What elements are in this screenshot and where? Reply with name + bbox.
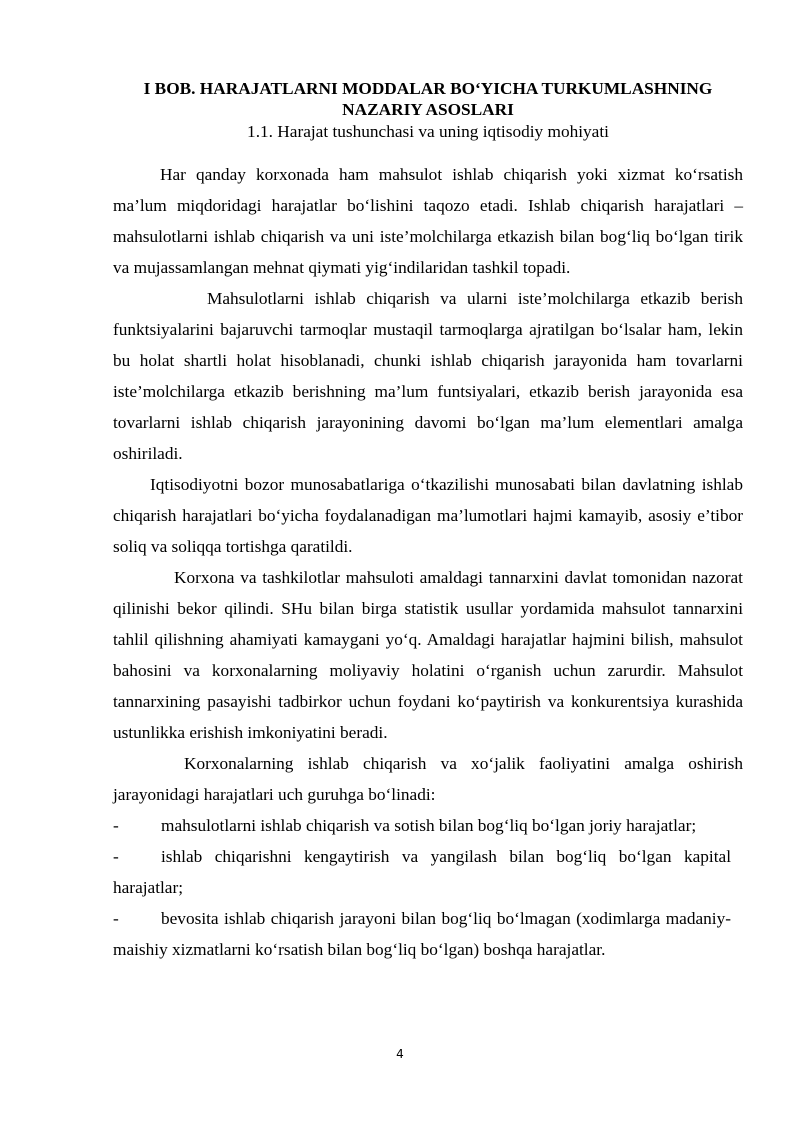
list-marker: - (113, 847, 119, 866)
paragraph: Har qanday korxonada ham mahsulot ishlab chiqarish yoki xizmat ko‘rsatish ma’lum miqdoridagi harajatlar bo‘lishini taqozo etadi. Ishlab chiqarish harajatlari – mahsulotlarni ishlab chiqarish va uni iste’molchilarga etkazish bilan bog‘liq bo‘lgan tirik va mujassamlangan mehnat qiymati yig‘indilaridan tashkil topadi. (113, 165, 743, 277)
list-marker: - (113, 909, 119, 928)
paragraph: Iqtisodiyotni bozor munosabatlariga o‘tkazilishi munosabati bilan davlatning ishlab chiqarish harajatlari bo‘yicha foydalanadigan ma’lumotlari hajmi kamayib, asosiy e’tibor soliq va soliqqa tortishga qaratildi. (113, 475, 743, 556)
page-number: 4 (396, 1047, 404, 1061)
section-title: 1.1. Harajat tushunchasi va uning iqtisodiy mohiyati (247, 122, 609, 141)
paragraph: Mahsulotlarni ishlab chiqarish va ularni iste’molchilarga etkazib berish funktsiyalarini bajaruvchi tarmoqlar mustaqil tarmoqlarga ajratilgan bo‘lsalar ham, lekin bu holat shartli holat hisoblanadi, chunki ishlab chiqarish jarayonida ham tovarlarni iste’molchilarga etkazib berishning ma’lum funtsiyalari, etkazib berish jarayonida esa tovarlarni ishlab chiqarish jarayonining davomi bo‘lgan ma’lum elementlari amalga oshiriladi. (113, 289, 743, 463)
document-page (113, 72, 743, 965)
list-item-text: ishlab chiqarishni kengaytirish va yangilash bilan bog‘liq bo‘lgan kapital harajatlar; (113, 847, 731, 897)
chapter-title: I BOB. HARAJATLARNI MODDALAR BO‘YICHA TURKUMLASHNING NAZARIY ASOSLARI (143, 79, 713, 119)
list-item (113, 810, 731, 841)
list-marker: - (113, 816, 119, 835)
paragraph: Korxonalarning ishlab chiqarish va xo‘jalik faoliyatini amalga oshirish jarayonidagi harajatlari uch guruhga bo‘linadi: (113, 754, 743, 804)
list-item-text: mahsulotlarni ishlab chiqarish va sotish bilan bog‘liq bo‘lgan joriy harajatlar; (161, 816, 697, 835)
list-item (113, 903, 731, 965)
list-item-text: bevosita ishlab chiqarish jarayoni bilan bog‘liq bo‘lmagan (xodimlarga madaniy-maishiy xizmatlarni ko‘rsatish bilan bog‘liq bo‘lgan) boshqa harajatlar. (113, 909, 731, 959)
list-item (113, 841, 731, 903)
paragraph: Korxona va tashkilotlar mahsuloti amaldagi tannarxini davlat tomonidan nazorat qilinishi bekor qilindi. SHu bilan birga statistik usullar yordamida mahsulot tannarxini tahlil qilishning ahamiyati kamaygani yo‘q. Amaldagi harajatlar hajmini bilish, mahsulot bahosini va korxonalarning moliyaviy holatini o‘rganish uchun zarurdir. Mahsulot tannarxining pasayishi tadbirkor uchun foydani ko‘paytirish va konkurentsiya kurashida ustunlikka erishish imkoniyatini beradi. (113, 568, 743, 742)
